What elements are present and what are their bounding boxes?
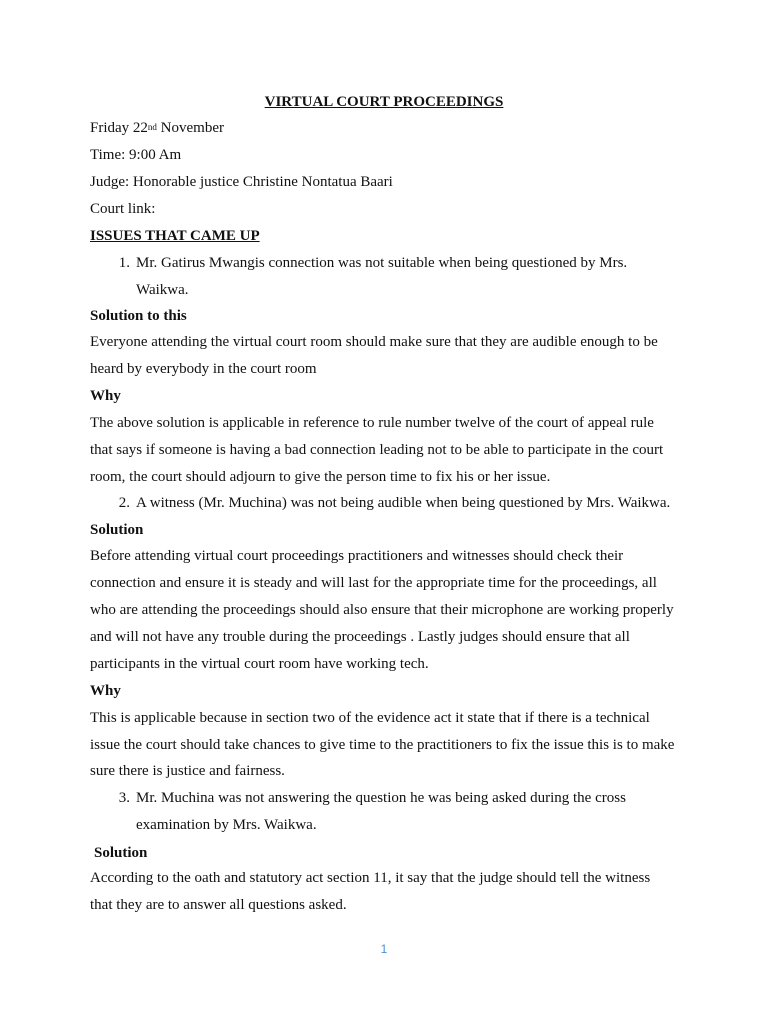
- issue-1-text-line: Waikwa.: [136, 282, 189, 298]
- why-2-line: This is applicable because in section two of the evidence act it state that if there is a technical: [90, 710, 650, 726]
- solution-2-line: Before attending virtual court proceedings practitioners and witnesses should check their: [90, 548, 624, 564]
- why-1-heading: Why: [90, 388, 121, 404]
- issue-3-text-line: Mr. Muchina was not answering the question he was being asked during the cross: [136, 790, 626, 806]
- solution-1-line: Everyone attending the virtual court room should make sure that they are audible enough to be: [90, 334, 658, 350]
- issues-heading: ISSUES THAT CAME UP: [90, 228, 260, 244]
- issue-2-text-line: A witness (Mr. Muchina) was not being audible when being questioned by Mrs. Waikwa.: [136, 495, 671, 511]
- date-month: November: [156, 120, 224, 136]
- date-day: Friday 22: [90, 120, 148, 136]
- solution-2-line: and will not have any trouble during the proceedings . Lastly judges should ensure that all: [90, 629, 630, 645]
- page-number: 1: [380, 942, 388, 956]
- why-2-heading: Why: [90, 683, 121, 699]
- issue-3-number: 3.: [118, 790, 130, 806]
- solution-3-line: that they are to answer all questions asked.: [90, 897, 347, 913]
- document-title: VIRTUAL COURT PROCEEDINGS: [264, 94, 504, 110]
- why-2-line: issue the court should take chances to give time to the practitioners to fix the issue this is to make: [90, 737, 675, 753]
- solution-1-heading: Solution to this: [90, 308, 187, 324]
- solution-1-line: heard by everybody in the court room: [90, 361, 317, 377]
- date-line: [90, 118, 224, 138]
- issue-1-number: 1.: [118, 255, 130, 271]
- solution-2-line: connection and ensure it is steady and will last for the appropriate time for the proceedings, all: [90, 575, 657, 591]
- judge-line: Judge: Honorable justice Christine Nontatua Baari: [90, 174, 393, 190]
- why-1-line: The above solution is applicable in reference to rule number twelve of the court of appeal rule: [90, 415, 654, 431]
- solution-2-line: who are attending the proceedings should also ensure that their microphone are working properly: [90, 602, 674, 618]
- court-link-line: Court link:: [90, 201, 156, 217]
- issue-1-text-line: Mr. Gatirus Mwangis connection was not suitable when being questioned by Mrs.: [136, 255, 628, 271]
- date-ordinal-suffix: nd: [147, 122, 157, 132]
- why-1-line: that says if someone is having a bad connection leading not to be able to participate in the court: [90, 442, 664, 458]
- why-1-line: room, the court should adjourn to give the person time to fix his or her issue.: [90, 469, 551, 485]
- solution-3-heading: Solution: [94, 845, 148, 861]
- why-2-line: sure there is justice and fairness.: [90, 763, 285, 779]
- solution-3-line: According to the oath and statutory act section 11, it say that the judge should tell the witness: [90, 870, 651, 886]
- issue-2-number: 2.: [118, 495, 130, 511]
- issue-3-text-line: examination by Mrs. Waikwa.: [136, 817, 317, 833]
- solution-2-heading: Solution: [90, 522, 144, 538]
- solution-2-line: participants in the virtual court room have working tech.: [90, 656, 429, 672]
- time-line: Time: 9:00 Am: [90, 147, 182, 163]
